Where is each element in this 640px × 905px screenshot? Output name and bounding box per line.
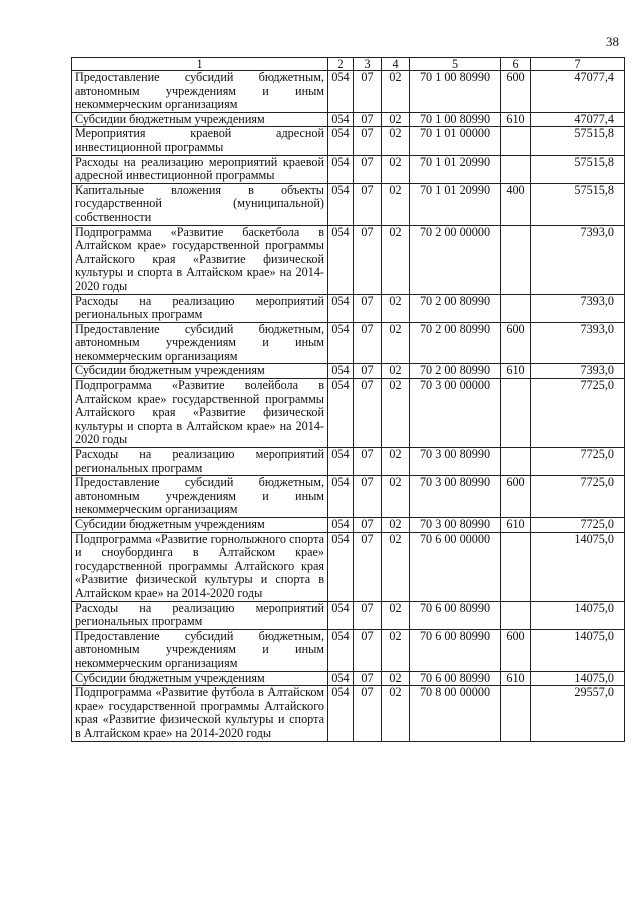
row-amount-cell: 7393,0: [531, 322, 625, 364]
row-expense-type-cell: [501, 225, 531, 294]
row-subsection-cell: 02: [382, 127, 410, 155]
row-section-cell: 07: [354, 112, 382, 127]
row-amount-cell: 57515,8: [531, 155, 625, 183]
row-section-cell: 07: [354, 71, 382, 113]
row-subsection-cell: 02: [382, 518, 410, 533]
row-name-cell: Субсидии бюджетным учреждениям: [72, 518, 328, 533]
row-target-article-cell: 70 1 00 80990: [410, 71, 501, 113]
row-amount-cell: 14075,0: [531, 629, 625, 671]
row-target-article-cell: 70 6 00 00000: [410, 532, 501, 601]
row-expense-type-cell: 400: [501, 183, 531, 225]
row-amount-cell: 14075,0: [531, 601, 625, 629]
header-col-5: 5: [410, 58, 501, 71]
row-target-article-cell: 70 3 00 80990: [410, 448, 501, 476]
row-name-cell: Расходы на реализацию мероприятий региональных программ: [72, 448, 328, 476]
row-grbs-cell: 054: [328, 448, 354, 476]
row-amount-cell: 7393,0: [531, 294, 625, 322]
row-name-cell: Расходы на реализацию мероприятий региональных программ: [72, 601, 328, 629]
row-name-cell: Расходы на реализацию мероприятий региональных программ: [72, 294, 328, 322]
row-amount-cell: 7725,0: [531, 476, 625, 518]
table-row: [72, 127, 625, 155]
row-target-article-cell: 70 1 00 80990: [410, 112, 501, 127]
row-expense-type-cell: 600: [501, 322, 531, 364]
row-subsection-cell: 02: [382, 225, 410, 294]
table-row: [72, 225, 625, 294]
row-section-cell: 07: [354, 671, 382, 686]
row-grbs-cell: 054: [328, 686, 354, 741]
row-expense-type-cell: 610: [501, 364, 531, 379]
row-name-cell: Предоставление субсидий бюджетным, автономным учреждениям и иным некоммерческим организациям: [72, 476, 328, 518]
header-col-7: 7: [531, 58, 625, 71]
row-subsection-cell: 02: [382, 379, 410, 448]
row-amount-cell: 29557,0: [531, 686, 625, 741]
row-grbs-cell: 054: [328, 518, 354, 533]
header-col-6: 6: [501, 58, 531, 71]
row-section-cell: 07: [354, 532, 382, 601]
row-name-cell: Предоставление субсидий бюджетным, автономным учреждениям и иным некоммерческим организациям: [72, 322, 328, 364]
row-target-article-cell: 70 2 00 00000: [410, 225, 501, 294]
row-target-article-cell: 70 1 01 00000: [410, 127, 501, 155]
row-name-cell: Капитальные вложения в объекты государственной (муниципальной) собственности: [72, 183, 328, 225]
row-target-article-cell: 70 1 01 20990: [410, 183, 501, 225]
row-target-article-cell: 70 3 00 80990: [410, 518, 501, 533]
row-subsection-cell: 02: [382, 476, 410, 518]
table-row: [72, 448, 625, 476]
row-grbs-cell: 054: [328, 294, 354, 322]
row-target-article-cell: 70 2 00 80990: [410, 364, 501, 379]
row-section-cell: 07: [354, 686, 382, 741]
row-section-cell: 07: [354, 183, 382, 225]
table-row: [72, 686, 625, 741]
table-row: [72, 601, 625, 629]
row-name-cell: Подпрограмма «Развитие волейбола в Алтайском крае» государственной программы Алтайского края «Развитие физической культуры и спорта в Алтайском крае» на 2014-2020 годы: [72, 379, 328, 448]
table-row: [72, 532, 625, 601]
table-row: [72, 364, 625, 379]
row-target-article-cell: 70 2 00 80990: [410, 322, 501, 364]
row-grbs-cell: 054: [328, 127, 354, 155]
row-expense-type-cell: 600: [501, 71, 531, 113]
row-name-cell: Подпрограмма «Развитие горнолыжного спорта и сноубординга в Алтайском крае» государственной программы Алтайского края «Развитие физической культуры и спорта в Алтайском крае» на 2014-2020 годы: [72, 532, 328, 601]
table-row: [72, 671, 625, 686]
row-subsection-cell: 02: [382, 686, 410, 741]
row-grbs-cell: 054: [328, 379, 354, 448]
row-name-cell: Предоставление субсидий бюджетным, автономным учреждениям и иным некоммерческим организациям: [72, 629, 328, 671]
row-grbs-cell: 054: [328, 322, 354, 364]
row-grbs-cell: 054: [328, 364, 354, 379]
table-row: [72, 294, 625, 322]
table-row: [72, 155, 625, 183]
row-amount-cell: 47077,4: [531, 71, 625, 113]
row-name-cell: Субсидии бюджетным учреждениям: [72, 112, 328, 127]
row-grbs-cell: 054: [328, 155, 354, 183]
row-expense-type-cell: [501, 686, 531, 741]
row-amount-cell: 14075,0: [531, 532, 625, 601]
row-grbs-cell: 054: [328, 225, 354, 294]
row-amount-cell: 47077,4: [531, 112, 625, 127]
row-grbs-cell: 054: [328, 532, 354, 601]
row-section-cell: 07: [354, 476, 382, 518]
header-col-4: 4: [382, 58, 410, 71]
table-row: [72, 183, 625, 225]
budget-table: [71, 57, 625, 742]
row-subsection-cell: 02: [382, 322, 410, 364]
row-section-cell: 07: [354, 518, 382, 533]
row-expense-type-cell: 610: [501, 112, 531, 127]
row-subsection-cell: 02: [382, 112, 410, 127]
row-expense-type-cell: [501, 155, 531, 183]
row-subsection-cell: 02: [382, 294, 410, 322]
table-row: [72, 71, 625, 113]
row-name-cell: Расходы на реализацию мероприятий краевой адресной инвестиционной программы: [72, 155, 328, 183]
row-target-article-cell: 70 2 00 80990: [410, 294, 501, 322]
row-target-article-cell: 70 6 00 80990: [410, 601, 501, 629]
row-expense-type-cell: 610: [501, 518, 531, 533]
row-name-cell: Субсидии бюджетным учреждениям: [72, 364, 328, 379]
row-name-cell: Субсидии бюджетным учреждениям: [72, 671, 328, 686]
row-section-cell: 07: [354, 448, 382, 476]
row-target-article-cell: 70 3 00 80990: [410, 476, 501, 518]
table-row: [72, 379, 625, 448]
row-amount-cell: 7725,0: [531, 379, 625, 448]
row-grbs-cell: 054: [328, 71, 354, 113]
row-grbs-cell: 054: [328, 629, 354, 671]
row-expense-type-cell: [501, 601, 531, 629]
row-subsection-cell: 02: [382, 671, 410, 686]
table-row: [72, 518, 625, 533]
row-expense-type-cell: 610: [501, 671, 531, 686]
row-expense-type-cell: [501, 294, 531, 322]
row-target-article-cell: 70 1 01 20990: [410, 155, 501, 183]
table-row: [72, 629, 625, 671]
row-target-article-cell: 70 6 00 80990: [410, 629, 501, 671]
row-amount-cell: 7393,0: [531, 364, 625, 379]
row-amount-cell: 7725,0: [531, 448, 625, 476]
row-subsection-cell: 02: [382, 532, 410, 601]
row-grbs-cell: 054: [328, 183, 354, 225]
row-amount-cell: 7393,0: [531, 225, 625, 294]
row-expense-type-cell: [501, 127, 531, 155]
header-row: [72, 58, 625, 71]
row-subsection-cell: 02: [382, 601, 410, 629]
row-target-article-cell: 70 3 00 00000: [410, 379, 501, 448]
row-amount-cell: 57515,8: [531, 183, 625, 225]
row-subsection-cell: 02: [382, 71, 410, 113]
row-section-cell: 07: [354, 225, 382, 294]
row-name-cell: Предоставление субсидий бюджетным, автономным учреждениям и иным некоммерческим организациям: [72, 71, 328, 113]
row-subsection-cell: 02: [382, 448, 410, 476]
table-row: [72, 322, 625, 364]
row-expense-type-cell: 600: [501, 629, 531, 671]
row-amount-cell: 14075,0: [531, 671, 625, 686]
row-section-cell: 07: [354, 601, 382, 629]
row-name-cell: Подпрограмма «Развитие баскетбола в Алтайском крае» государственной программы Алтайского края «Развитие физической культуры и спорта в Алтайском крае» на 2014-2020 годы: [72, 225, 328, 294]
page-number: 38: [606, 34, 619, 49]
row-expense-type-cell: [501, 532, 531, 601]
row-grbs-cell: 054: [328, 112, 354, 127]
row-target-article-cell: 70 6 00 80990: [410, 671, 501, 686]
row-grbs-cell: 054: [328, 601, 354, 629]
row-name-cell: Подпрограмма «Развитие футбола в Алтайском крае» государственной программы Алтайского края «Развитие физической культуры и спорта в Алтайском крае» на 2014-2020 годы: [72, 686, 328, 741]
row-section-cell: 07: [354, 155, 382, 183]
header-col-2: 2: [328, 58, 354, 71]
row-amount-cell: 57515,8: [531, 127, 625, 155]
row-expense-type-cell: [501, 379, 531, 448]
table-row: [72, 476, 625, 518]
row-amount-cell: 7725,0: [531, 518, 625, 533]
row-section-cell: 07: [354, 364, 382, 379]
row-name-cell: Мероприятия краевой адресной инвестиционной программы: [72, 127, 328, 155]
row-section-cell: 07: [354, 294, 382, 322]
row-grbs-cell: 054: [328, 671, 354, 686]
row-expense-type-cell: [501, 448, 531, 476]
table-row: [72, 112, 625, 127]
row-subsection-cell: 02: [382, 155, 410, 183]
header-col-1: 1: [72, 58, 328, 71]
row-section-cell: 07: [354, 127, 382, 155]
row-subsection-cell: 02: [382, 629, 410, 671]
row-target-article-cell: 70 8 00 00000: [410, 686, 501, 741]
row-section-cell: 07: [354, 322, 382, 364]
row-subsection-cell: 02: [382, 183, 410, 225]
row-subsection-cell: 02: [382, 364, 410, 379]
row-section-cell: 07: [354, 379, 382, 448]
table-header: [72, 58, 625, 71]
row-section-cell: 07: [354, 629, 382, 671]
row-expense-type-cell: 600: [501, 476, 531, 518]
row-grbs-cell: 054: [328, 476, 354, 518]
table-body: [72, 71, 625, 742]
header-col-3: 3: [354, 58, 382, 71]
